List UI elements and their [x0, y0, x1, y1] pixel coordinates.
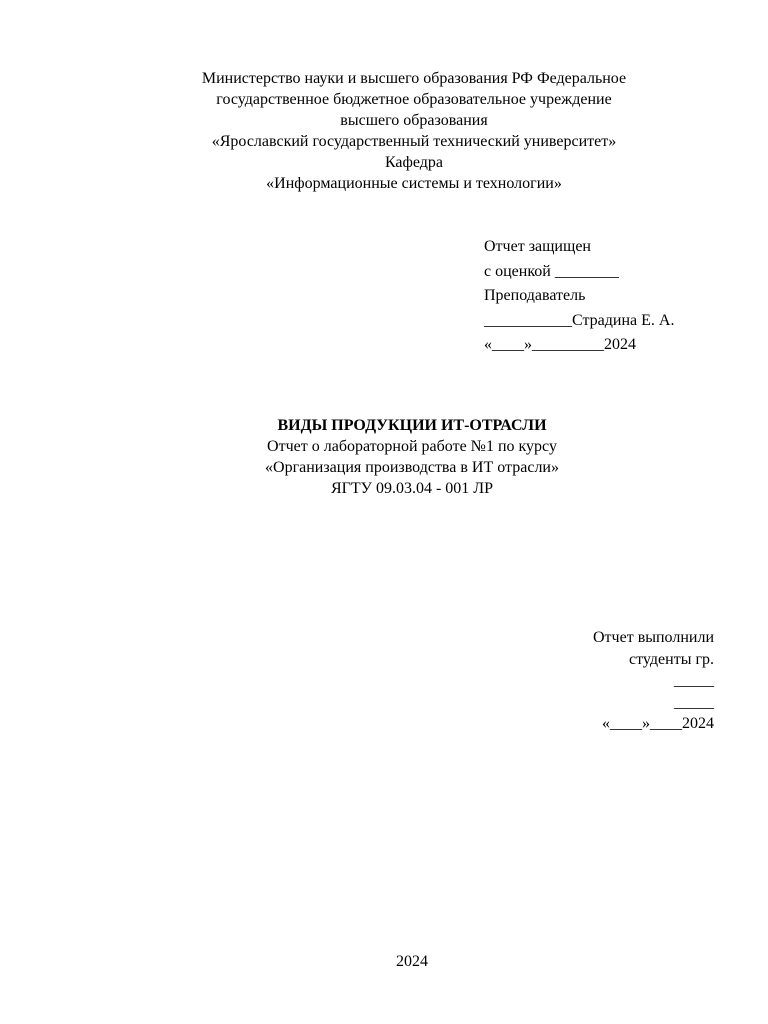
- defense-line-status: Отчет защищен: [484, 238, 591, 255]
- header-line-education-level: высшего образования: [340, 112, 488, 129]
- defense-line-teacher-signature: ___________Страдина Е. А.: [484, 311, 675, 329]
- defense-line-grade: с оценкой ________: [484, 262, 619, 280]
- report-subtitle-lab: Отчет о лабораторной работе №1 по курсу: [267, 438, 557, 455]
- report-document-code: ЯГТУ 09.03.04 - 001 ЛР: [330, 480, 494, 497]
- footer-year: 2024: [396, 953, 428, 970]
- performers-line-blank-1: _____: [674, 672, 714, 689]
- university-header: [0, 68, 768, 194]
- report-title-block: [0, 415, 768, 499]
- performers-line-date: «____»____2024: [602, 715, 714, 732]
- performers-line-blank-2: _____: [674, 693, 714, 711]
- report-title: ВИДЫ ПРОДУКЦИИ ИТ-ОТРАСЛИ: [277, 417, 547, 434]
- report-subtitle-course: «Организация производства в ИТ отрасли»: [265, 459, 559, 476]
- header-line-department-label: Кафедра: [384, 154, 444, 171]
- header-line-ministry: Министерство науки и высшего образования РФ Федеральное: [201, 70, 627, 87]
- header-line-department-name: «Информационные системы и технологии»: [266, 175, 562, 192]
- header-line-university-name: «Ярославский государственный технический университет»: [211, 133, 617, 150]
- performers-line-group: студенты гр.: [629, 650, 714, 668]
- performers-line-label: Отчет выполнили: [593, 629, 714, 646]
- header-line-institution-type: государственное бюджетное образовательное учреждение: [216, 91, 612, 108]
- defense-line-date: «____»_________2024: [484, 336, 636, 353]
- defense-approval-block: [484, 235, 674, 358]
- defense-line-teacher-label: Преподаватель: [484, 287, 586, 304]
- performers-block: [593, 627, 714, 735]
